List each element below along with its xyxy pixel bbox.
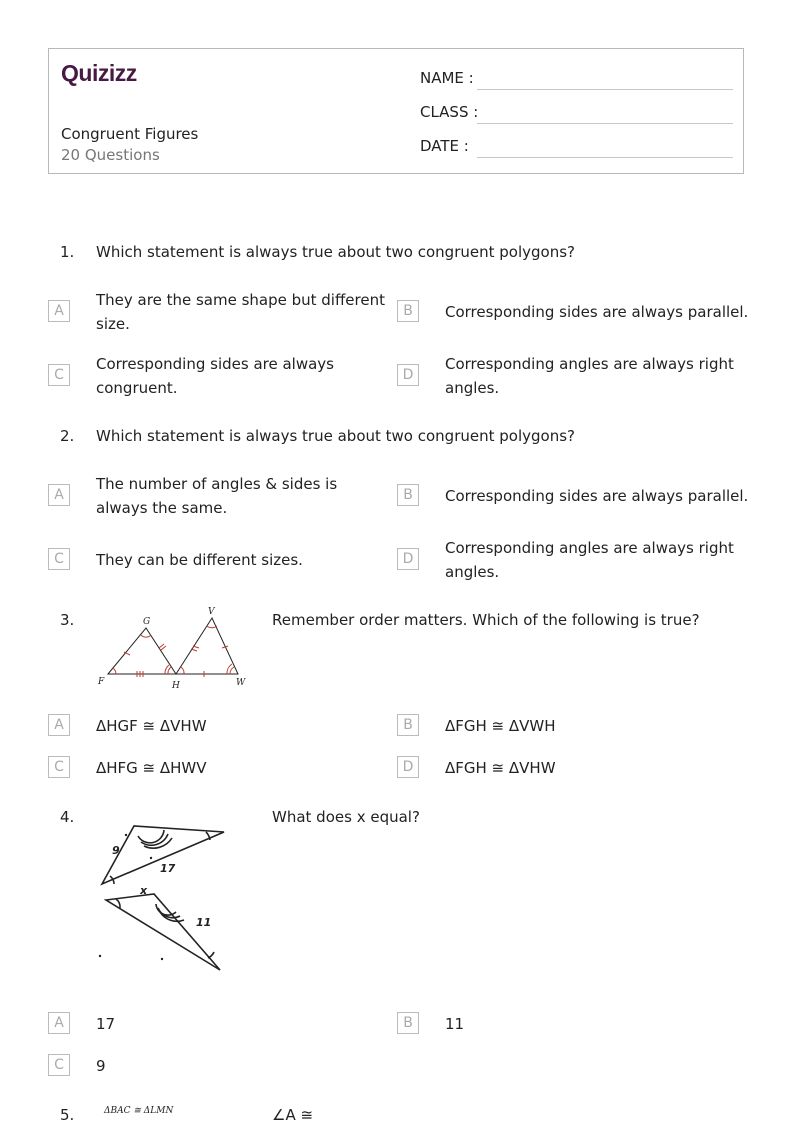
option-text: They can be different sizes. [96, 551, 303, 569]
question-text: Which statement is always true about two congruent polygons? [96, 243, 575, 261]
option-box[interactable]: A [48, 484, 70, 506]
option-box[interactable]: B [397, 714, 419, 736]
option-text: 17 [96, 1015, 116, 1033]
question-count: 20 Questions [61, 146, 160, 164]
triangle-fgh [108, 628, 176, 674]
vertex-label: W [236, 678, 246, 688]
option-box[interactable]: B [397, 1012, 419, 1034]
option-text: The number of angles & sides is always the same. [96, 475, 338, 517]
congruent-triangles-figure [94, 604, 250, 696]
vertex-label: V [208, 607, 215, 617]
name-label: NAME : [420, 69, 474, 87]
worksheet-title: Congruent Figures [61, 125, 199, 143]
question-number: 3. [60, 611, 75, 629]
option-box[interactable]: C [48, 364, 70, 386]
vertex-label: H [172, 681, 180, 691]
triangle-congruence-label: ΔBAC ≅ ΔLMN [104, 1106, 174, 1116]
option-text: ΔFGH ≅ ΔVHW [445, 759, 556, 777]
question-number: 2. [60, 427, 75, 445]
name-line[interactable] [477, 89, 733, 90]
option-box[interactable]: D [397, 364, 419, 386]
option-text: They are the same shape but different size. [96, 291, 385, 333]
option-box[interactable]: C [48, 756, 70, 778]
option-text: 9 [96, 1057, 106, 1075]
option-box[interactable]: D [397, 756, 419, 778]
side-label: 11 [196, 916, 212, 929]
question-text: Which statement is always true about two congruent polygons? [96, 427, 575, 445]
option-text: Corresponding sides are always parallel. [445, 303, 749, 321]
option-box[interactable]: A [48, 300, 70, 322]
option-box[interactable]: B [397, 300, 419, 322]
option-text: Corresponding sides are always parallel. [445, 487, 749, 505]
option-box[interactable]: B [397, 484, 419, 506]
option-box[interactable]: A [48, 714, 70, 736]
side-label: x [140, 884, 148, 897]
question-number: 4. [60, 808, 75, 826]
class-line[interactable] [477, 123, 733, 124]
logo-text: Quizizz [61, 60, 137, 86]
option-box[interactable]: C [48, 548, 70, 570]
vertex-label: F [98, 677, 105, 687]
question-number: 5. [60, 1106, 75, 1124]
worksheet-header [48, 48, 744, 174]
option-box[interactable]: A [48, 1012, 70, 1034]
side-label: 17 [160, 862, 176, 875]
option-box[interactable]: D [397, 548, 419, 570]
option-text: ΔHFG ≅ ΔHWV [96, 759, 207, 777]
question-number: 1. [60, 243, 75, 261]
date-label: DATE : [420, 137, 469, 155]
side-label: 9 [112, 844, 120, 857]
option-text: ΔHGF ≅ ΔVHW [96, 717, 207, 735]
class-label: CLASS : [420, 103, 479, 121]
date-line[interactable] [477, 157, 733, 158]
option-text: 11 [445, 1015, 465, 1033]
triangles-x-figure [94, 818, 234, 982]
option-text: Corresponding angles are always right angles. [445, 355, 734, 397]
option-text: Corresponding sides are always congruent. [96, 355, 334, 397]
option-text: ΔFGH ≅ ΔVWH [445, 717, 556, 735]
vertex-label: G [143, 617, 151, 627]
option-text: Corresponding angles are always right angles. [445, 539, 734, 581]
question-text: ∠A ≅ [272, 1106, 314, 1124]
quizizz-logo [61, 59, 153, 91]
question-text: What does x equal? [272, 808, 420, 826]
option-box[interactable]: C [48, 1054, 70, 1076]
question-text: Remember order matters. Which of the following is true? [272, 611, 700, 629]
